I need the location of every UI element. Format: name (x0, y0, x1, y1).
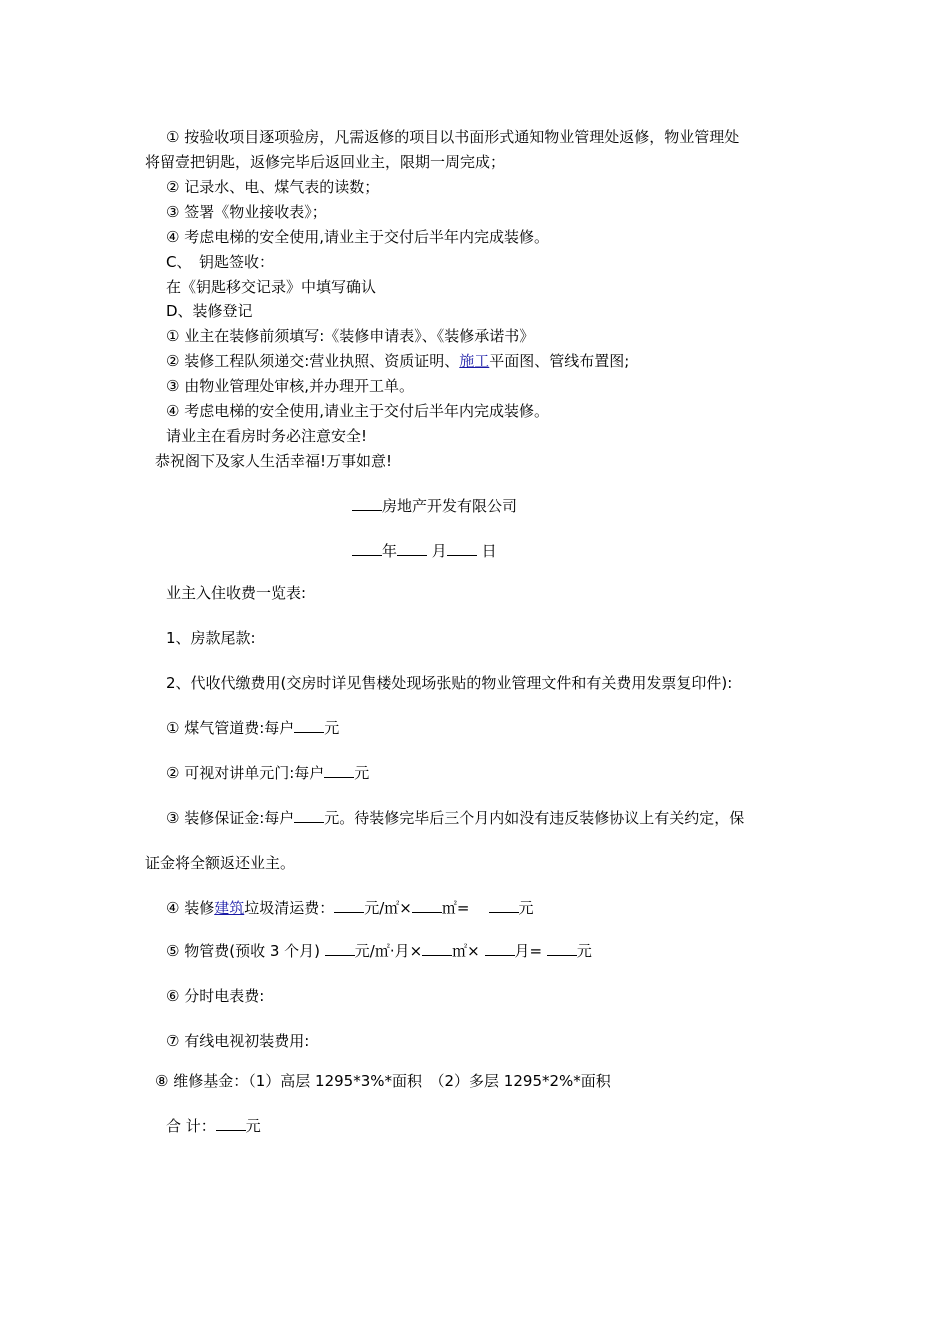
month-label: 月 (431, 542, 447, 560)
garbage-label: 垃圾清运费： (244, 899, 335, 917)
blank (412, 898, 442, 913)
blank (352, 496, 382, 511)
garbage-label-pre: ④ 装修 (166, 899, 215, 917)
blank (324, 763, 354, 778)
unit: 元 (245, 1117, 261, 1135)
section-b-item-2: ② 记录水、电、煤气表的读数； (166, 178, 380, 196)
blank (294, 718, 324, 733)
year-label: 年 (382, 542, 398, 560)
fee-gas (166, 718, 339, 738)
unit: ㎡× (452, 942, 480, 960)
fee-management (166, 941, 592, 961)
blank (294, 808, 324, 823)
fee-intercom (166, 763, 369, 783)
section-c-text: 在《钥匙移交记录》中填写确认 (166, 278, 377, 296)
section-b-item-1-cont: 将留壹把钥匙，返修完毕后返回业主，限期一周完成； (145, 153, 506, 171)
section-d-item-2 (166, 351, 629, 371)
section-b-item-3: ③ 签署《物业接收表》； (166, 203, 327, 221)
section-d-item-3: ③ 由物业管理处审核,并办理开工单。 (166, 377, 414, 395)
fee-fund: ⑧ 维修基金：（1）高层 1295*3%*面积 （2）多层 1295*2%*面积 (155, 1072, 611, 1090)
fee-deposit (166, 808, 744, 828)
fee-item-2: 2、代收代缴费用(交房时详见售楼处现场张贴的物业管理文件和有关费用发票复印件): (166, 674, 733, 692)
unit: 元/㎡·月× (354, 942, 423, 960)
deposit-label: ③ 装修保证金:每户 (166, 809, 295, 827)
fee-meter: ⑥ 分时电表费: (166, 987, 265, 1005)
fee-garbage (166, 898, 534, 918)
section-d-item-1: ① 业主在装修前须填写:《装修申请表》、《装修承诺书》 (166, 327, 535, 345)
section-d-item-4: ④ 考虑电梯的安全使用,请业主于交付后半年内完成装修。 (166, 402, 549, 420)
construction-link[interactable]: 施工 (459, 352, 490, 370)
deposit-text: 元。待装修完毕后三个月内如没有违反装修协议上有关约定，保 (324, 809, 745, 827)
blank (547, 941, 577, 956)
fee-cable: ⑦ 有线电视初装费用: (166, 1032, 310, 1050)
unit: 元 (518, 899, 534, 917)
total-label: 合 计： (166, 1117, 216, 1135)
unit: 月= (514, 942, 543, 960)
fee-total (166, 1116, 261, 1136)
signature-date (352, 541, 497, 561)
gas-label: ① 煤气管道费:每户 (166, 719, 295, 737)
unit: 元/㎡× (364, 899, 412, 917)
day-label: 日 (481, 542, 497, 560)
safety-reminder: 请业主在看房时务必注意安全! (166, 427, 368, 445)
blank (485, 941, 515, 956)
company-name: 房地产开发有限公司 (382, 497, 518, 515)
blank (325, 941, 355, 956)
section-d-item-2-post: 平面图、管线布置图; (489, 352, 630, 370)
unit: 元 (576, 942, 592, 960)
section-b-item-1: ① 按验收项目逐项验房，凡需返修的项目以书面形式通知物业管理处返修，物业管理处 (166, 128, 740, 146)
blank (352, 541, 382, 556)
blank (334, 898, 364, 913)
section-d-item-2-pre: ② 装修工程队须递交:营业执照、资质证明、 (166, 352, 460, 370)
section-c-heading: C、 钥匙签收： (166, 253, 274, 271)
unit: ㎡= (441, 899, 470, 917)
section-b-item-4: ④ 考虑电梯的安全使用,请业主于交付后半年内完成装修。 (166, 228, 549, 246)
blank (447, 541, 477, 556)
blank (216, 1116, 246, 1131)
unit: 元 (324, 719, 340, 737)
unit: 元 (354, 764, 370, 782)
building-link[interactable]: 建筑 (214, 899, 245, 917)
section-d-heading: D、装修登记 (166, 302, 253, 320)
intercom-label: ② 可视对讲单元门:每户 (166, 764, 325, 782)
blank (489, 898, 519, 913)
management-label: ⑤ 物管费(预收 3 个月) (166, 942, 320, 960)
fee-item-1: 1、房款尾款: (166, 629, 256, 647)
blank (422, 941, 452, 956)
signature-company (352, 496, 517, 516)
blank (397, 541, 427, 556)
fee-deposit-cont: 证金将全额返还业主。 (145, 854, 296, 872)
fees-title: 业主入住收费一览表: (166, 584, 307, 602)
blessing: 恭祝阁下及家人生活幸福!万事如意! (155, 452, 393, 470)
